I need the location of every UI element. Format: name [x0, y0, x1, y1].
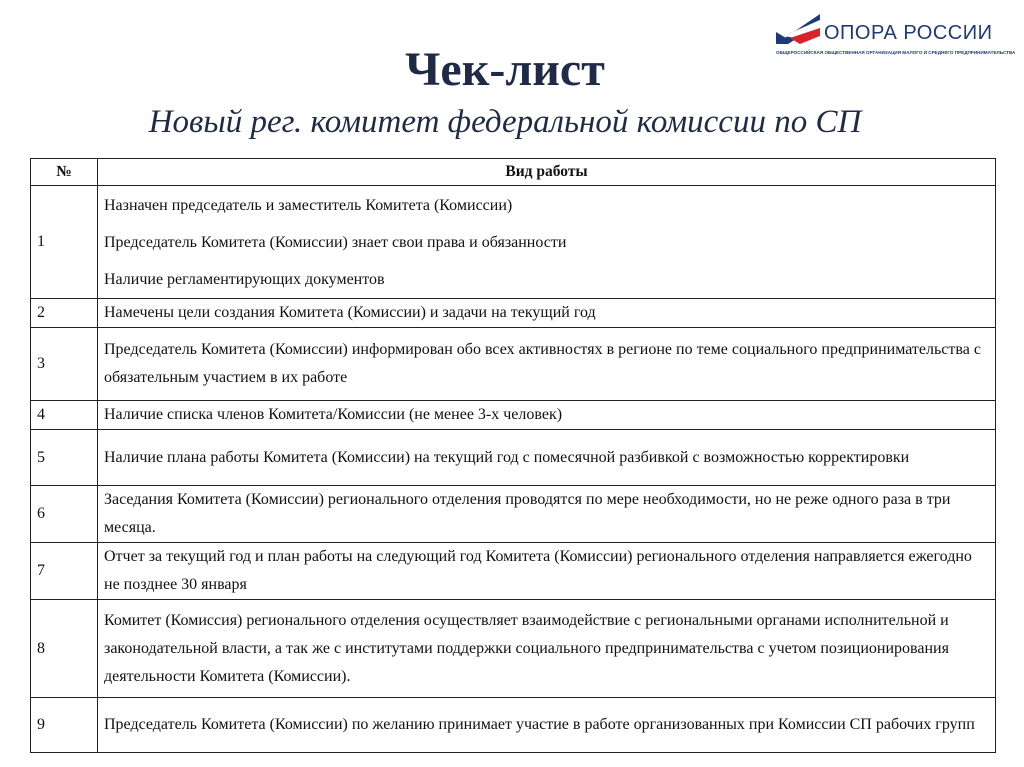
row-line: Заседания Комитета (Комиссии) регионального отделения проводятся по мере необходимости, но не реже одного раза в три месяца. — [104, 491, 951, 536]
row-line: Комитет (Комиссия) регионального отделения осуществляет взаимодействие с региональными органами исполнительной и законодательной власти, а так же с институтами поддержки социального предпринимательства с учетом позиционирования деятельности Комитета (Комиссии). — [104, 611, 949, 685]
logo-name: ОПОРА РОССИИ — [824, 22, 993, 44]
row-text — [98, 186, 996, 299]
row-line: Назначен председатель и заместитель Комитета (Комиссии) — [104, 196, 513, 214]
row-number: 3 — [31, 328, 98, 401]
table-row — [31, 430, 996, 486]
row-number: 2 — [31, 299, 98, 328]
row-line: Намечены цели создания Комитета (Комиссии) и задачи на текущий год — [104, 304, 596, 321]
table-row — [31, 543, 996, 600]
table-row — [31, 698, 996, 753]
row-line: Отчет за текущий год и план работы на следующий год Комитета (Комиссии) регионального отделения направляется ежегодно не позднее 30 января — [104, 548, 972, 593]
row-number: 4 — [31, 401, 98, 430]
header-work-type: Вид работы — [98, 159, 996, 186]
table-row — [31, 486, 996, 543]
flag-icon — [776, 14, 820, 44]
page-title: Чек-лист — [405, 43, 605, 96]
row-text — [98, 401, 996, 430]
row-text — [98, 698, 996, 753]
table-row — [31, 328, 996, 401]
row-line: Председатель Комитета (Комиссии) знает свои права и обязанности — [104, 233, 567, 251]
row-number: 7 — [31, 543, 98, 600]
row-text — [98, 430, 996, 486]
table-header-row — [31, 159, 996, 186]
row-text — [98, 486, 996, 543]
row-line: Председатель Комитета (Комиссии) информирован обо всех активностях в регионе по теме социального предпринимательства с обязательным участием в их работе — [104, 341, 981, 386]
page-subtitle: Новый рег. комитет федеральной комиссии по СП — [148, 104, 862, 140]
row-number: 9 — [31, 698, 98, 753]
row-number: 5 — [31, 430, 98, 486]
header-number: № — [31, 159, 98, 186]
table-row — [31, 299, 996, 328]
row-line: Наличие списка членов Комитета/Комиссии (не менее 3-х человек) — [104, 406, 563, 423]
row-text — [98, 543, 996, 600]
row-number: 8 — [31, 600, 98, 698]
row-line: Наличие регламентирующих документов — [104, 270, 385, 288]
table-row — [31, 600, 996, 698]
logo-subtitle: ОБЩЕРОССИЙСКАЯ ОБЩЕСТВЕННАЯ ОРГАНИЗАЦИЯ МАЛОГО И СРЕДНЕГО ПРЕДПРИНИМАТЕЛЬСТВА — [776, 50, 1016, 55]
row-line: Наличие плана работы Комитета (Комиссии) на текущий год с помесячной разбивкой с возможностью корректировки — [104, 448, 910, 466]
row-number: 1 — [31, 186, 98, 299]
table-row — [31, 186, 996, 299]
row-number: 6 — [31, 486, 98, 543]
row-text — [98, 328, 996, 401]
table-row — [31, 401, 996, 430]
row-text — [98, 299, 996, 328]
row-text — [98, 600, 996, 698]
row-line: Председатель Комитета (Комиссии) по желанию принимает участие в работе организованных при Комиссии СП рабочих групп — [104, 716, 975, 733]
checklist-table — [30, 158, 996, 753]
